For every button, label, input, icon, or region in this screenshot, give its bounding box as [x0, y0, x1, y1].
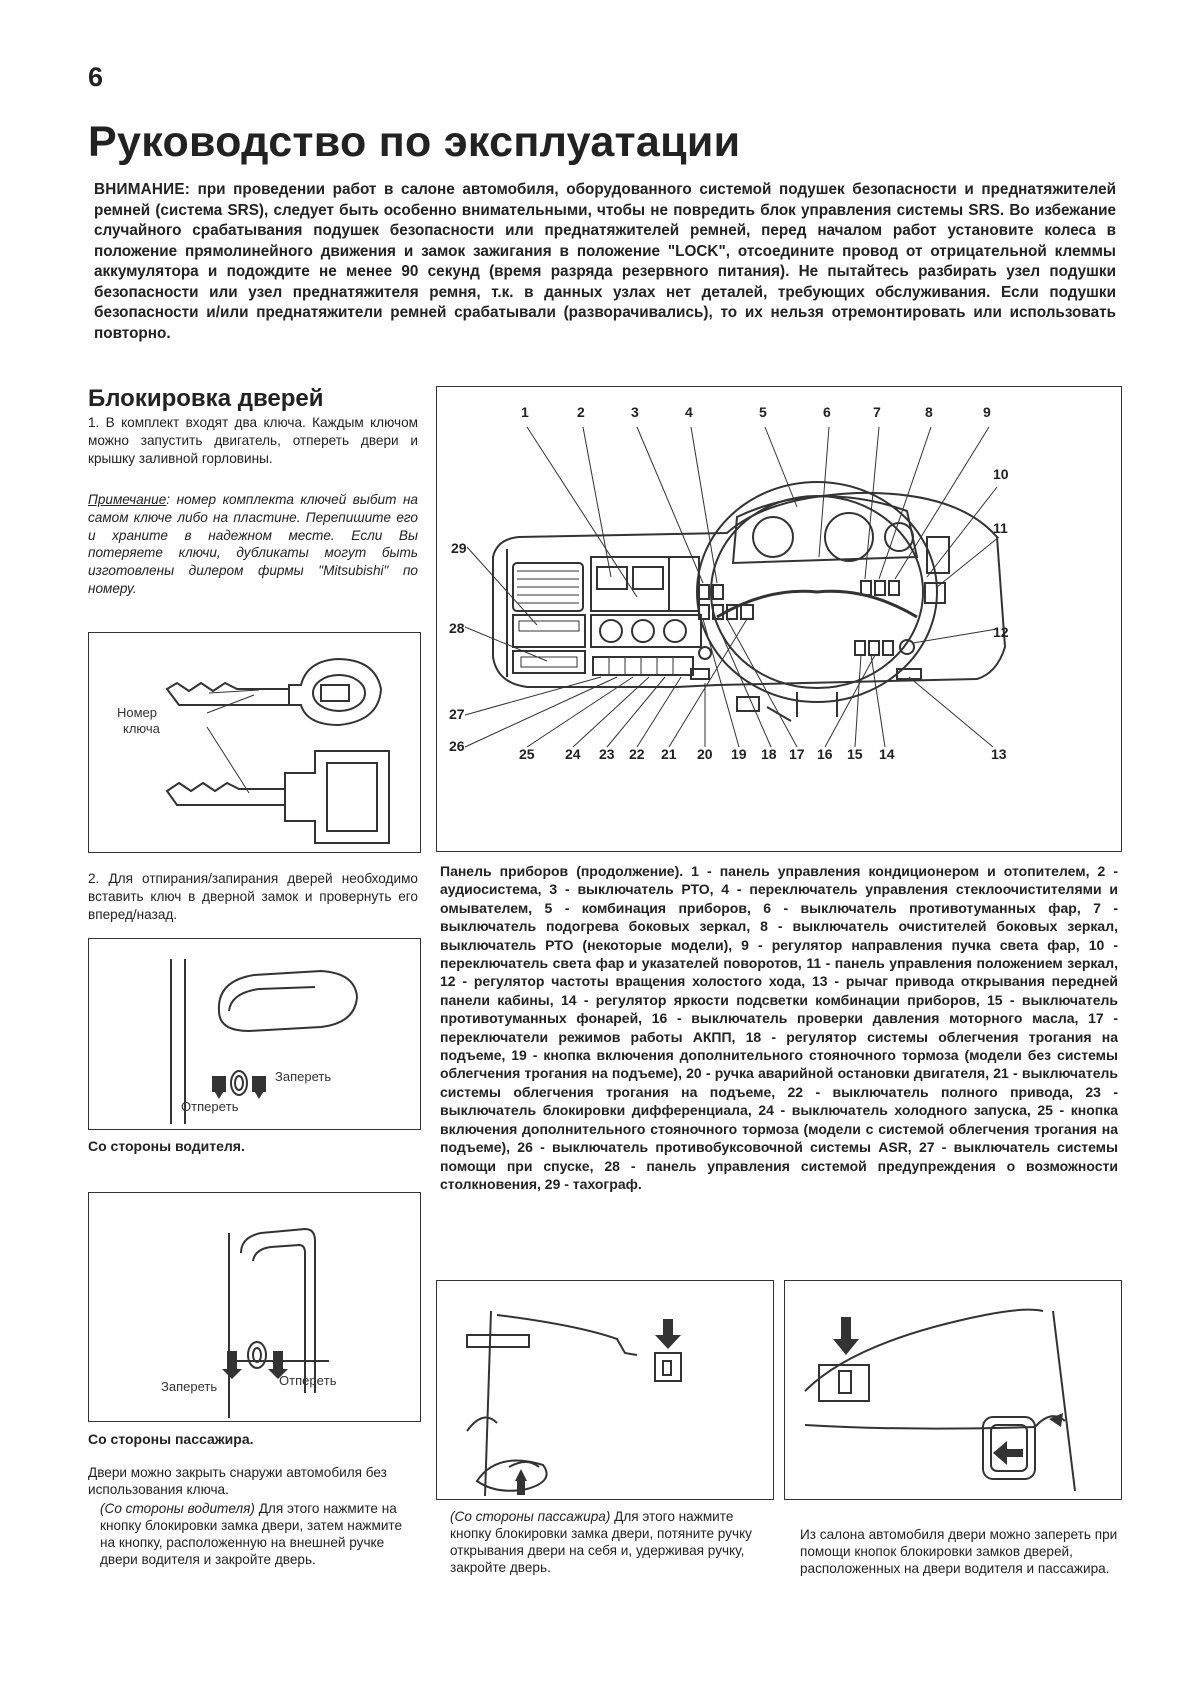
key-drawing: [89, 633, 420, 852]
driver-outside-paragraph: [100, 1500, 418, 1568]
interior-lock-figure: [784, 1280, 1122, 1500]
note-label: Примечание: [88, 492, 167, 507]
dashboard-drawing: [437, 387, 1121, 851]
callout-10: 10: [993, 466, 1009, 482]
callout-24: 24: [565, 746, 581, 762]
callout-3: 3: [631, 404, 639, 420]
callout-9: 9: [983, 404, 991, 420]
callout-17: 17: [789, 746, 805, 762]
passenger-text-italic: (Со стороны пассажира): [450, 1509, 611, 1524]
callout-22: 22: [629, 746, 645, 762]
section-heading: Блокировка дверей: [88, 385, 324, 412]
interior-lock-drawing: [785, 1281, 1121, 1499]
callout-2: 2: [577, 404, 585, 420]
callout-7: 7: [873, 404, 881, 420]
passenger-lock-label: Запереть: [161, 1379, 218, 1394]
legend-text: 1 - панель управления кондиционером и отопителем, 2 - аудиосистема, 3 - выключатель РТО, 4 - переключатель управления стеклоочистителями и омывателем, 5 - комбинация приборов, 6 - выключатель противотуманных фар, 7 - выключатель подогрева боковых зеркал, 8 - выключатель очистителей боковых зеркал, выключатель РТО (некоторые модели), 9 - регулятор направления пучка света фар, 10 - переключатель света фар и указателей поворотов, 11 - панель управления положением зеркал, 12 - регулятор частоты вращения холостого хода, 13 - рычаг привода открывания передней панели кабины, 14 - регулятор яркости подсветки комбинации приборов, 15 - выключатель противотуманных фонарей, 16 - выключатель проверки давления моторного масла, 17 - переключатели режимов работы АКПП, 18 - регулятор системы облегчения трогания на подъеме, 19 - кнопка включения дополнительного стояночного тормоза (модели без системы облегчения трогания на подъеме), 20 - ручка аварийной остановки двигателя, 21 - выключатель системы облегчения трогания на подъеме, 22 - выключатель полного привода, 23 - выключатель блокировки дифференциала, 24 - выключатель холодного запуска, 25 - кнопка включения дополнительного стояночного тормоза (модели с системой облегчения трогания на подъеме), 26 - выключатель противобуксовочной системы ASR, 27 - выключатель системы помощи при спуске, 28 - панель управления системой предупреждения о возможности столкновения, 29 - тахограф.: [440, 863, 1118, 1192]
passenger-caption: Со стороны пассажира.: [88, 1431, 254, 1447]
dashboard-legend: [440, 862, 1118, 1193]
callout-11: 11: [993, 520, 1008, 536]
note-paragraph: [88, 491, 418, 598]
keys-paragraph: 1. В комплект входят два ключа. Каждым ключом можно запустить двигатель, отпереть двери и крышку заливной горловины.: [88, 415, 418, 466]
passenger-text: Для этого нажмите кнопку блокировки замка двери, потяните ручку открывания двери на себя и, удерживая ручку, закройте дверь.: [450, 1509, 752, 1575]
outside-lock-paragraph: Двери можно закрыть снаружи автомобиля без использования ключа.: [88, 1465, 387, 1497]
passenger-lock-figure: [88, 1192, 421, 1422]
warning-paragraph: [94, 180, 1116, 344]
legend-title: Панель приборов (продолжение).: [440, 863, 684, 879]
driver-lock-label: Запереть: [275, 1069, 332, 1084]
callout-6: 6: [823, 404, 831, 420]
key-number-label-line1: Номер: [117, 705, 158, 720]
driver-outside-italic: (Со стороны водителя): [100, 1501, 255, 1516]
callout-25: 25: [519, 746, 535, 762]
callout-8: 8: [925, 404, 933, 420]
warning-label: ВНИМАНИЕ:: [94, 181, 191, 198]
driver-caption: Со стороны водителя.: [88, 1138, 245, 1154]
key-figure: [88, 632, 421, 853]
driver-lock-figure: [88, 938, 421, 1130]
passenger-door-drawing: [89, 1193, 420, 1421]
inside-lock-paragraph: Из салона автомобиля двери можно запереть при помощи кнопок блокировки замков дверей, расположенных на двери водителя и пассажира.: [800, 1527, 1118, 1576]
dashboard-figure: [436, 386, 1122, 852]
callout-26: 26: [449, 738, 465, 754]
callout-21: 21: [661, 746, 677, 762]
callout-13: 13: [991, 746, 1007, 762]
page-number: 6: [88, 62, 104, 92]
callout-5: 5: [759, 404, 767, 420]
callout-28: 28: [449, 620, 465, 636]
callout-19: 19: [731, 746, 747, 762]
callout-23: 23: [599, 746, 615, 762]
driver-outside-text: Для этого нажмите на кнопку блокировки замка двери, затем нажмите на кнопку, расположенную на внешней ручке двери водителя и закройте дверь.: [100, 1501, 403, 1567]
passenger-unlock-label: Отперeть: [279, 1373, 337, 1388]
key-number-label-line2: ключа: [123, 721, 160, 736]
callout-15: 15: [847, 746, 863, 762]
callout-20: 20: [697, 746, 713, 762]
callout-18: 18: [761, 746, 777, 762]
driver-unlock-label: Отперeть: [181, 1099, 239, 1114]
note-text: : номер комплекта ключей выбит на самом ключе либо на пластине. Перепишите его и храните в надежном месте. Если Вы потеряете ключи, дубликаты могут быть изготовлены дилером фирмы "Mitsubishi" по номеру.: [88, 492, 418, 596]
callout-1: 1: [521, 404, 529, 420]
callout-12: 12: [993, 624, 1009, 640]
driver-door-drawing: [89, 939, 420, 1129]
page-title: Руководство по эксплуатации: [88, 118, 741, 166]
lock-key-paragraph: 2. Для отпирания/запирания дверей необходимо вставить ключ в дверной замок и провернуть его вперед/назад.: [88, 871, 418, 922]
passenger-inside-figure: [436, 1280, 774, 1500]
warning-text: при проведении работ в салоне автомобиля, оборудованного системой подушек безопасности и преднатяжителей ремней (система SRS), следует быть особенно внимательными, чтобы не повредить блок управления системы SRS. Во избежание случайного срабатывания подушек безопасности или преднатяжителей ремней, перед началом работ установите колеса в положение прямолинейного движения и замок зажигания в положение "LOCK", отсоедините провод от отрицательной клеммы аккумулятора и подождите не менее 90 секунд (время разряда резервного питания). Не пытайтесь разбирать узел подушки безопасности или узел преднатяжителя ремня, т.к. в данных узлах нет деталей, требующих обслуживания. Если подушки безопасности и/или преднатяжители ремней срабатывали (разворачивались), то их нельзя отремонтировать или использовать повторно.: [94, 181, 1116, 342]
passenger-outside-paragraph: [450, 1508, 772, 1576]
callout-4: 4: [685, 404, 693, 420]
callout-14: 14: [879, 746, 895, 762]
callout-29: 29: [451, 540, 467, 556]
callout-27: 27: [449, 706, 465, 722]
callout-16: 16: [817, 746, 833, 762]
passenger-inside-drawing: [437, 1281, 773, 1499]
